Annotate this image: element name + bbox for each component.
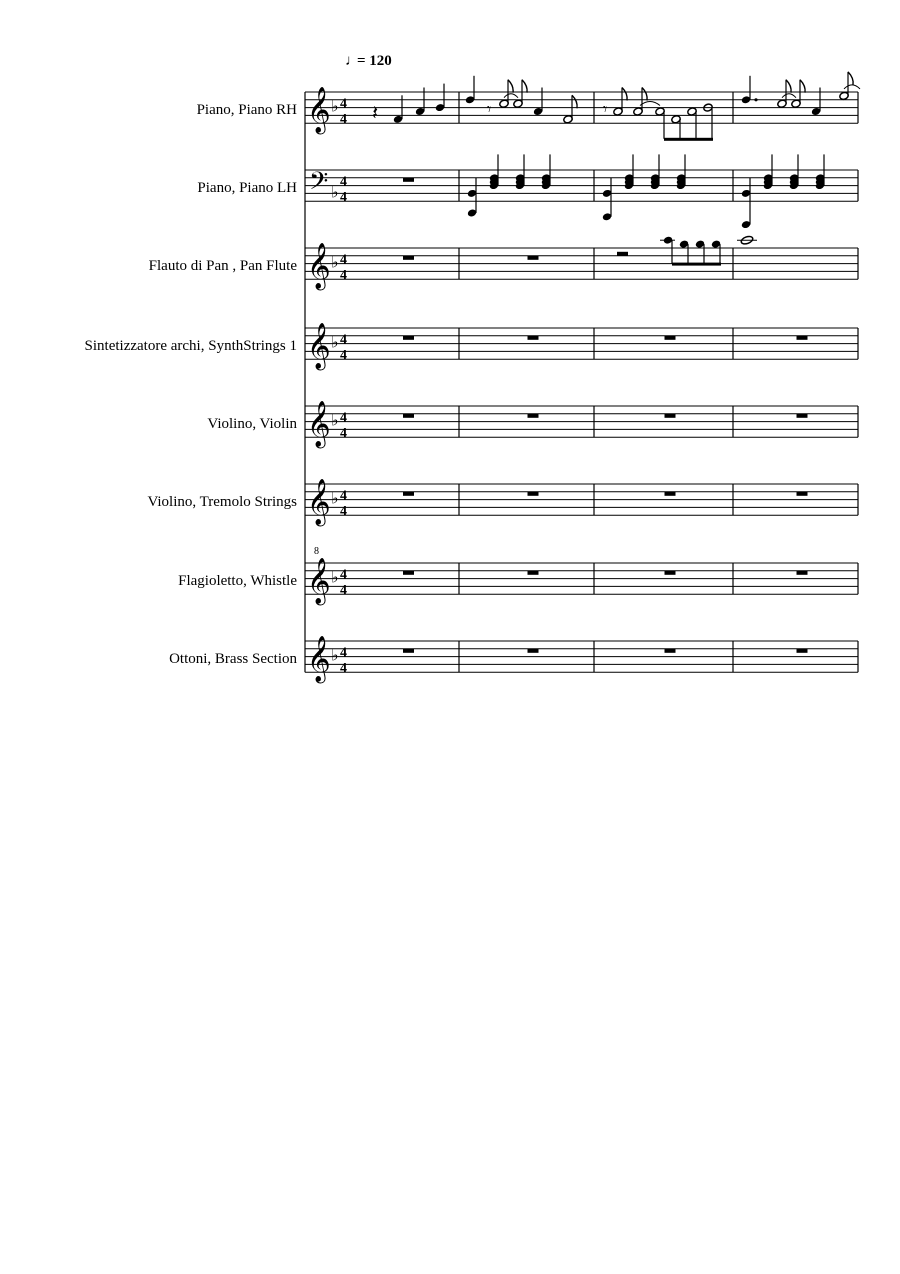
whole-rest bbox=[797, 649, 808, 653]
flat-icon: ♭ bbox=[331, 412, 339, 430]
time-signature-top: 4 bbox=[340, 410, 347, 426]
instrument-label: Piano, Piano LH bbox=[197, 180, 297, 196]
flat-icon: ♭ bbox=[331, 569, 339, 587]
treble-clef-icon: 𝄞 bbox=[307, 558, 331, 603]
staff-4 bbox=[85, 323, 858, 371]
flat-icon: ♭ bbox=[331, 254, 339, 272]
note-flag bbox=[508, 80, 513, 93]
tempo-note-glyph: ♩ bbox=[345, 53, 360, 69]
note-flag bbox=[800, 80, 805, 93]
tempo-marking bbox=[345, 53, 392, 69]
time-signature-bottom: 4 bbox=[340, 190, 347, 206]
instrument-label: Sintetizzatore archi, SynthStrings 1 bbox=[84, 338, 297, 354]
time-signature-top: 4 bbox=[340, 488, 347, 504]
time-signature-bottom: 4 bbox=[340, 504, 347, 520]
flat-icon: ♭ bbox=[331, 647, 339, 665]
whole-rest bbox=[665, 492, 676, 496]
time-signature-top: 4 bbox=[340, 96, 347, 112]
staff-8 bbox=[169, 636, 858, 684]
note-flag bbox=[848, 72, 853, 85]
whole-rest bbox=[403, 178, 414, 182]
score-system bbox=[85, 72, 860, 684]
whole-rest bbox=[665, 649, 676, 653]
note-flag bbox=[622, 88, 627, 101]
octave-mark: 8 bbox=[314, 546, 319, 557]
time-signature-top: 4 bbox=[340, 645, 347, 661]
bass-clef-icon: 𝄢 bbox=[309, 168, 329, 201]
tie bbox=[640, 102, 660, 106]
staff-3 bbox=[149, 235, 858, 291]
time-signature-bottom: 4 bbox=[340, 348, 347, 364]
treble-clef-icon: 𝄞 bbox=[307, 401, 331, 446]
treble-clef-icon: 𝄞 bbox=[307, 243, 331, 288]
quarter-rest: 𝄽 bbox=[372, 102, 379, 125]
tie bbox=[504, 94, 518, 98]
tie bbox=[782, 94, 796, 98]
whole-rest bbox=[528, 492, 539, 496]
note-beam bbox=[664, 138, 713, 141]
dot bbox=[754, 98, 757, 101]
time-signature-top: 4 bbox=[340, 332, 347, 348]
whole-rest bbox=[528, 336, 539, 340]
whole-rest bbox=[528, 649, 539, 653]
note-flag bbox=[572, 95, 577, 108]
staff-2 bbox=[197, 154, 858, 229]
instrument-label: Violino, Tremolo Strings bbox=[147, 494, 297, 510]
whole-rest bbox=[403, 414, 414, 418]
time-signature-bottom: 4 bbox=[340, 661, 347, 677]
half-rest bbox=[617, 252, 628, 256]
whole-rest bbox=[528, 414, 539, 418]
whole-rest bbox=[797, 571, 808, 575]
whole-rest bbox=[403, 336, 414, 340]
flat-icon: ♭ bbox=[331, 334, 339, 352]
time-signature-top: 4 bbox=[340, 174, 347, 190]
instrument-label: Piano, Piano RH bbox=[196, 102, 297, 118]
note-beam bbox=[672, 263, 721, 266]
time-signature-top: 4 bbox=[340, 567, 347, 583]
flat-icon: ♭ bbox=[331, 490, 339, 508]
treble-clef-icon: 𝄞 bbox=[307, 636, 331, 681]
tie bbox=[844, 85, 860, 89]
time-signature-top: 4 bbox=[340, 252, 347, 268]
note-flag bbox=[642, 88, 647, 101]
whole-rest bbox=[665, 336, 676, 340]
whole-rest bbox=[665, 414, 676, 418]
whole-rest bbox=[403, 492, 414, 496]
eighth-rest: 𝄾 bbox=[603, 101, 608, 119]
note-flag bbox=[786, 80, 791, 93]
eighth-rest: 𝄾 bbox=[487, 101, 492, 119]
whole-rest bbox=[403, 649, 414, 653]
instrument-label: Flauto di Pan , Pan Flute bbox=[148, 258, 297, 274]
whole-rest bbox=[403, 256, 414, 260]
whole-rest bbox=[528, 256, 539, 260]
instrument-label: Violino, Violin bbox=[207, 416, 297, 432]
whole-rest bbox=[797, 414, 808, 418]
time-signature-bottom: 4 bbox=[340, 112, 347, 128]
time-signature-bottom: 4 bbox=[340, 426, 347, 442]
tempo-text: = 120 bbox=[357, 53, 392, 69]
staff-1 bbox=[197, 72, 860, 141]
note-flag bbox=[522, 80, 527, 93]
instrument-label: Flagioletto, Whistle bbox=[178, 573, 297, 589]
whole-rest bbox=[528, 571, 539, 575]
time-signature-bottom: 4 bbox=[340, 268, 347, 284]
treble-clef-icon: 𝄞 bbox=[307, 87, 331, 132]
whole-rest bbox=[665, 571, 676, 575]
time-signature-bottom: 4 bbox=[340, 583, 347, 599]
flat-icon: ♭ bbox=[331, 98, 339, 116]
treble-clef-icon: 𝄞 bbox=[307, 479, 331, 524]
flat-icon: ♭ bbox=[331, 184, 339, 202]
whole-rest bbox=[797, 492, 808, 496]
instrument-label: Ottoni, Brass Section bbox=[169, 651, 297, 667]
whole-rest bbox=[797, 336, 808, 340]
treble-clef-icon: 𝄞 bbox=[307, 323, 331, 368]
whole-rest bbox=[403, 571, 414, 575]
staff-6 bbox=[147, 479, 858, 527]
staff-7 bbox=[178, 546, 858, 606]
